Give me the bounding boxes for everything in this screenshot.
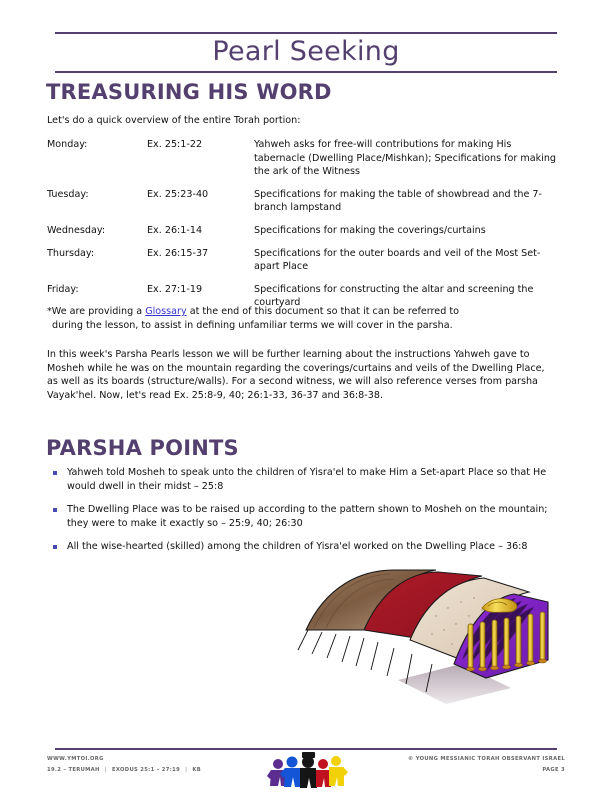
schedule-row xyxy=(47,247,557,274)
footer-meta-line xyxy=(47,765,201,776)
footer-initials: KB xyxy=(192,767,202,773)
schedule-reference: Ex. 26:15-37 xyxy=(147,247,209,259)
schedule-day: Friday: xyxy=(47,283,79,295)
schedule-description: Specifications for constructing the altar and screening the courtyard xyxy=(254,283,534,309)
footer-page-number: PAGE 3 xyxy=(542,767,565,773)
glossary-note-suffix: at the end of this document so that it can be referred to xyxy=(186,306,459,317)
footer-website[interactable]: WWW.YMTOI.ORG xyxy=(47,756,104,762)
schedule-day: Wednesday: xyxy=(47,224,106,236)
glossary-note-line-two: during the lesson, to assist in defining unfamiliar terms we will cover in the parsha. xyxy=(52,319,453,331)
footer-passage: EXODUS 25:1 – 27:19 xyxy=(111,767,181,773)
list-item-text: All the wise-hearted (skilled) among the children of Yisra'el worked on the Dwelling Place – 36:8 xyxy=(67,541,528,553)
list-item xyxy=(47,540,552,554)
footer-separator-one: | xyxy=(104,767,107,773)
list-item xyxy=(47,466,552,493)
footer-separator-two: | xyxy=(185,767,188,773)
header-rule-bottom xyxy=(55,71,557,73)
logo-figure-black xyxy=(300,752,317,788)
list-item-text: The Dwelling Place was to be raised up according to the pattern shown to Mosheh on the mountain; they were to make it exactly so – 25:9, 40; 26:30 xyxy=(67,504,548,529)
schedule-day: Monday: xyxy=(47,139,88,150)
intro-text: Let's do a quick overview of the entire Torah portion: xyxy=(47,115,301,126)
logo-figures-icon xyxy=(266,750,348,790)
schedule-day: Thursday: xyxy=(47,247,95,259)
ymtoi-logo xyxy=(266,750,348,790)
footer-right-block xyxy=(408,754,565,776)
glossary-link[interactable]: Glossary xyxy=(145,306,187,317)
footer-lesson: 19.2 – TERUMAH xyxy=(47,767,100,773)
tabernacle-illustration xyxy=(286,568,571,723)
glossary-footnote xyxy=(47,305,552,332)
schedule-reference: Ex. 25:23-40 xyxy=(147,188,209,200)
section-heading-parsha-points: PARSHA POINTS xyxy=(46,436,239,460)
bullet-square-icon xyxy=(53,471,57,475)
schedule-reference: Ex. 27:1-19 xyxy=(147,283,203,295)
schedule-row xyxy=(47,138,557,179)
section-heading-treasuring-his-word: TREASURING HIS WORD xyxy=(46,80,332,104)
schedule-description: Specifications for making the table of showbread and the 7-branch lampstand xyxy=(254,188,542,214)
schedule-description: Specifications for making the coverings/curtains xyxy=(254,224,486,236)
schedule-description: Yahweh asks for free-will contributions for making His tabernacle (Dwelling Place/Mishkan); Specifications for making the ark of the Witness xyxy=(254,139,556,178)
schedule-row xyxy=(47,224,557,238)
footer-copyright: © YOUNG MESSIANIC TORAH OBSERVANT ISRAEL xyxy=(408,756,565,762)
bullet-square-icon xyxy=(53,545,57,549)
bullet-square-icon xyxy=(53,508,57,512)
schedule-reference: Ex. 26:1-14 xyxy=(147,224,203,236)
schedule-row xyxy=(47,188,557,215)
logo-figure-yellow xyxy=(329,756,348,786)
schedule-day: Tuesday: xyxy=(47,188,89,200)
tabernacle-svg xyxy=(286,568,571,723)
schedule-description: Specifications for the outer boards and veil of the Most Set-apart Place xyxy=(254,247,541,273)
footer-left-block xyxy=(47,754,201,776)
parsha-points-list xyxy=(47,466,552,564)
schedule-reference: Ex. 25:1-22 xyxy=(147,139,203,150)
page-title: Pearl Seeking xyxy=(212,36,400,67)
lesson-paragraph: In this week's Parsha Pearls lesson we will be further learning about the instructions Yahweh gave to Mosheh while he was on the mountain regarding the coverings/curtains and veils of the Dwelling Place, as well as its boards (structure/walls). For a second witness, we will also reference verses from parsha Vayak'hel. Now, let's read Ex. 25:8-9, 40; 26:1-33, 36-37 and 36:8-38. xyxy=(47,349,545,401)
list-item xyxy=(47,503,552,530)
glossary-note-prefix: *We are providing a xyxy=(47,306,146,317)
torah-portion-schedule xyxy=(47,138,557,319)
list-item-text: Yahweh told Mosheh to speak unto the children of Yisra'el to make Him a Set-apart Place so that He would dwell in their midst – 25:8 xyxy=(67,467,547,492)
